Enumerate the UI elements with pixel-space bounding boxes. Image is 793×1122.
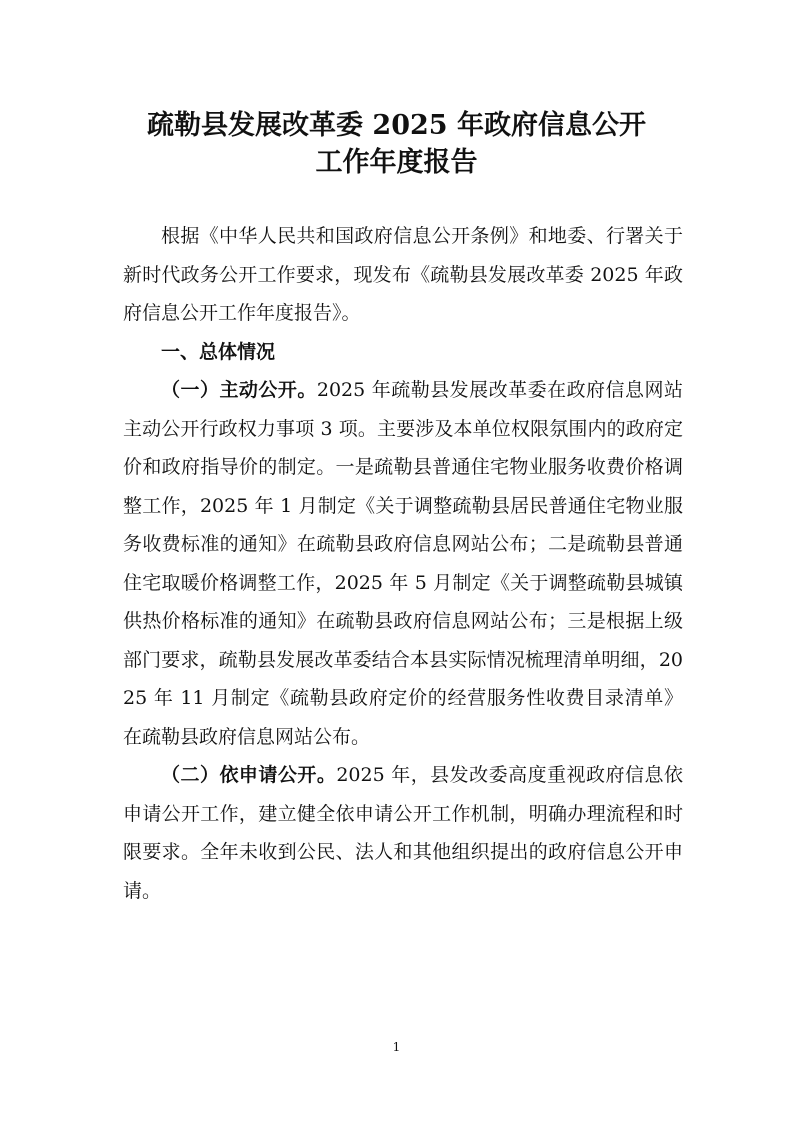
document-title-line2: 工作年度报告: [315, 147, 478, 178]
subsection-text: 2025 年，县发改委高度重视政府信息依申请公开工作，建立健全依申请公开工作机制，明确办理流程和时限要求。全年未收到公民、法人和其他组织提出的政府信息公开申请。: [123, 764, 683, 902]
intro-paragraph: 根据《中华人民共和国政府信息公开条例》和地委、行署关于新时代政务公开工作要求，现发布《疏勒县发展改革委 2025 年政府信息公开工作年度报告》。: [123, 225, 683, 324]
subsection-proactive-disclosure: [123, 371, 683, 756]
subsection-application-disclosure: [123, 756, 683, 910]
page-number: 1: [392, 1040, 401, 1054]
document-body: [123, 217, 683, 910]
subsection-text: 2025 年疏勒县发展改革委在政府信息网站主动公开行政权力事项 3 项。主要涉及本单位权限氛围内的政府定价和政府指导价的制定。一是疏勒县普通住宅物业服务收费价格调整工作，2025 年 1 月制定《关于调整疏勒县居民普通住宅物业服务收费标准的通知》在疏勒县政府信息网站公布；二是疏勒县普通住宅取暖价格调整工作，2025 年 5 月制定《关于调整疏勒县城镇供热价格标准的通知》在疏勒县政府信息网站公布；三是根据上级部门要求，疏勒县发展改革委结合本县实际情况梳理清单明细，2025 年 11 月制定《疏勒县政府定价的经营服务性收费目录清单》在疏勒县政府信息网站公布。: [123, 379, 683, 748]
section-heading-overview: 一、总体情况: [161, 340, 276, 363]
subsection-lead: （一）主动公开。: [161, 379, 317, 401]
subsection-lead: （二）依申请公开。: [161, 764, 337, 786]
document-title-line1: 疏勒县发展改革委 2025 年政府信息公开: [147, 110, 646, 141]
